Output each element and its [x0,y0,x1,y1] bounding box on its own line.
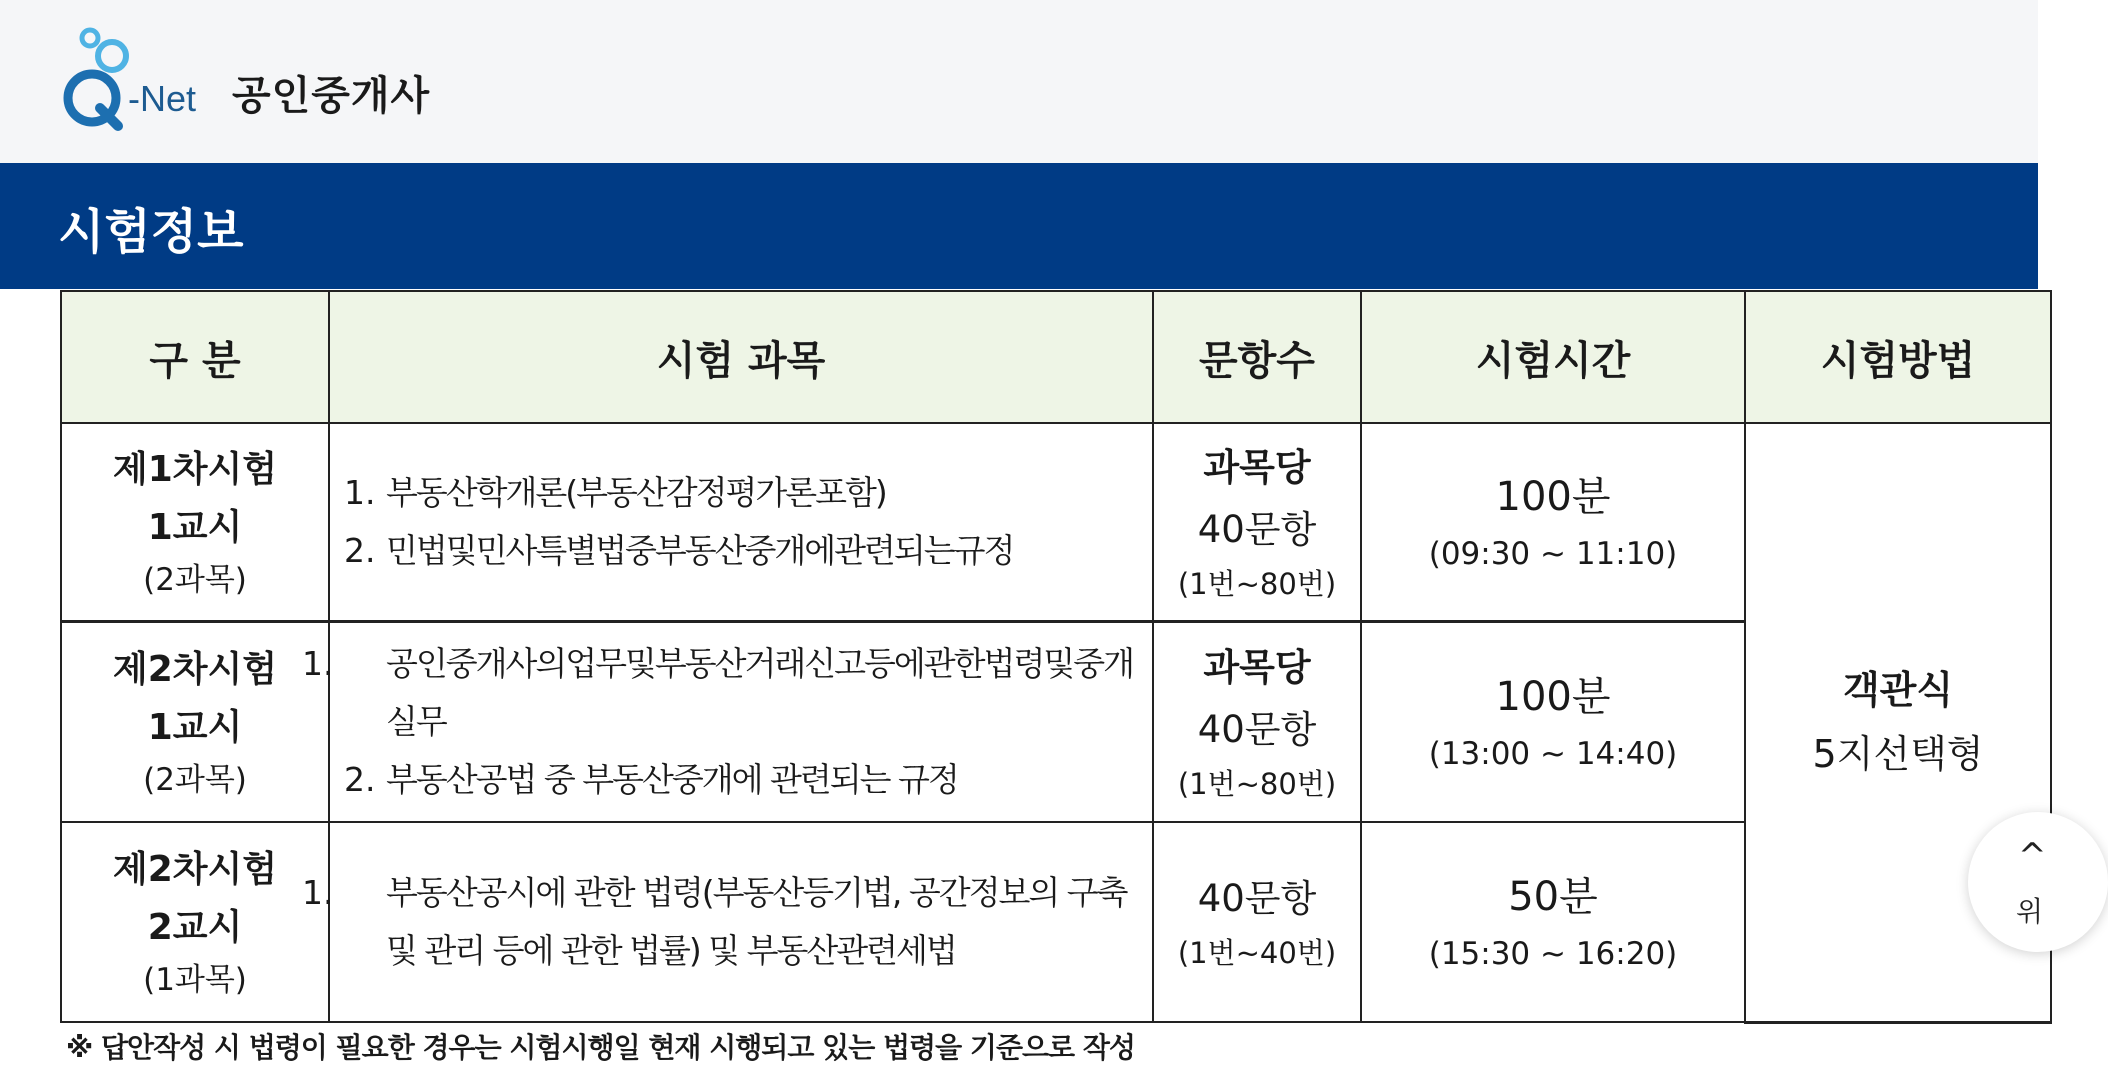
count-questions: 40문항 [1197,508,1317,551]
duration: 50분 [1508,874,1598,920]
subject-item [344,751,1142,809]
time-cell [1361,822,1745,1022]
header-time: 시험시간 [1361,291,1745,423]
chevron-up-icon: ^ [2018,836,2047,876]
table-header-row [61,291,2051,423]
category-title: 제1차시험 [112,449,278,490]
count-range: (1번~80번) [1177,767,1337,801]
time-cell [1361,423,1745,622]
time-span: (13:00 ~ 14:40) [1428,736,1678,772]
duration: 100분 [1495,474,1611,520]
subject-number: 2. [344,531,376,570]
scroll-to-top-label: 위 [2016,895,2044,928]
category-title: 제2차시험 [112,649,278,690]
time-span: (15:30 ~ 16:20) [1428,936,1678,972]
brand-title: 공인중개사 [232,73,431,119]
category-subject-count: (1과목) [143,962,247,998]
method-format: 5지선택형 [1812,732,1984,777]
duration: 100분 [1495,674,1611,720]
subject-item [344,464,1142,522]
header-category: 구 분 [61,291,329,423]
count-range: (1번~80번) [1177,567,1337,601]
count-per-subject: 과목당 [1203,646,1311,689]
time-cell [1361,622,1745,823]
category-period: 1교시 [147,707,243,748]
subject-item [344,522,1142,580]
subject-text: 부동산학개론(부동산감정평가론포함) [386,473,886,512]
header-count: 문항수 [1153,291,1361,423]
section-title: 시험정보 [58,204,244,260]
subjects-cell [329,423,1153,622]
subject-text: 공인중개사의업무및부동산거래신고등에관한법령및중개실무 [386,644,1133,741]
category-subject-count: (2과목) [143,762,247,798]
category-cell [61,822,329,1022]
category-subject-count: (2과목) [143,562,247,598]
footnote: ※ 답안작성 시 법령이 필요한 경우는 시험시행일 현재 시행되고 있는 법령을 기준으로 작성 [66,1031,1135,1064]
count-cell [1153,423,1361,622]
count-per-subject: 과목당 [1203,446,1311,489]
logo-text: -Net [128,78,197,119]
subject-item [302,635,1142,751]
table-row [61,423,2051,622]
time-span: (09:30 ~ 11:10) [1428,536,1678,572]
method-type: 객관식 [1842,668,1954,713]
site-header [0,0,2038,164]
count-questions: 40문항 [1197,877,1317,920]
header-subjects: 시험 과목 [329,291,1153,423]
exam-info-table [60,290,2050,1024]
count-range: (1번~40번) [1177,936,1337,970]
q-logo-icon [56,22,136,134]
section-header [0,163,2038,289]
subject-text: 부동산공법 중 부동산중개에 관련되는 규정 [386,760,958,799]
count-questions: 40문항 [1197,708,1317,751]
category-cell [61,423,329,622]
qnet-logo[interactable] [56,22,216,134]
subject-text: 부동산공시에 관한 법령(부동산등기법, 공간정보의 구축 및 관리 등에 관한 법률) 및 부동산관련세법 [386,873,1127,970]
subject-number: 1. [344,473,376,512]
subjects-cell [302,822,1153,1022]
subject-number: 2. [344,760,376,799]
category-title: 제2차시험 [112,849,278,890]
subject-number: 1. [302,873,334,912]
category-period: 2교시 [147,907,243,948]
header-method: 시험방법 [1745,291,2051,423]
scroll-to-top-button[interactable] [1968,812,2108,952]
subject-text: 민법및민사특별법중부동산중개에관련되는규정 [386,531,1014,570]
subject-number: 1. [302,644,334,683]
subjects-cell [302,622,1153,823]
count-cell [1153,822,1361,1022]
count-cell [1153,622,1361,823]
category-cell [61,622,329,823]
category-period: 1교시 [147,507,243,548]
subject-item [302,864,1142,980]
